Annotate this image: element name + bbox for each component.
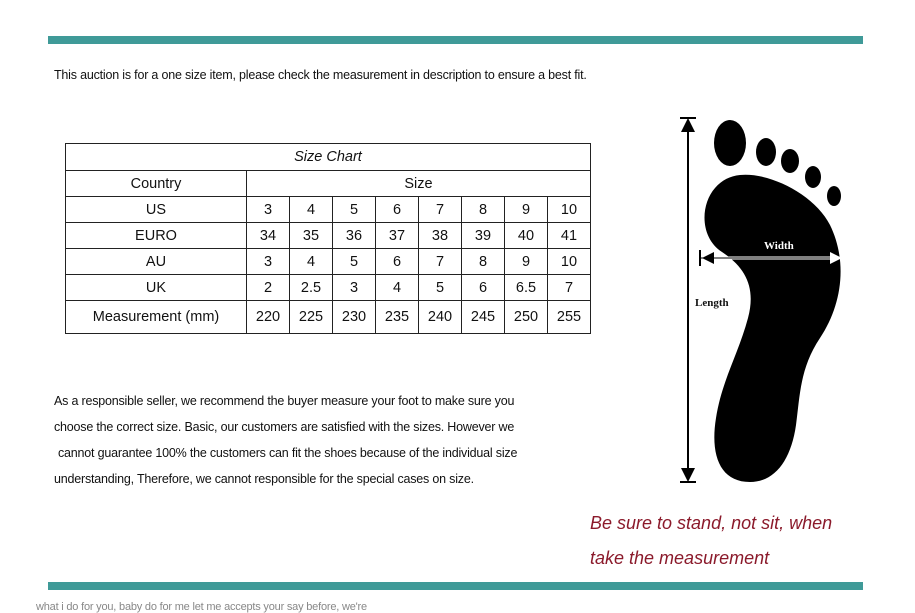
size-cell: 5 — [333, 197, 376, 223]
big-toe-icon — [714, 120, 746, 166]
notice-line: understanding, Therefore, we cannot responsible for the special cases on size. — [54, 472, 474, 486]
size-cell: 9 — [505, 197, 548, 223]
size-cell: 34 — [247, 223, 290, 249]
toe-icon — [805, 166, 821, 188]
size-cell: 39 — [462, 223, 505, 249]
size-cell: 255 — [548, 301, 591, 334]
toe-icon — [781, 149, 799, 173]
size-cell: 7 — [419, 197, 462, 223]
toe-icon — [827, 186, 841, 206]
size-chart-title: Size Chart — [66, 144, 591, 171]
size-cell: 36 — [333, 223, 376, 249]
bottom-divider — [48, 582, 863, 590]
size-cell: 225 — [290, 301, 333, 334]
size-cell: 2 — [247, 275, 290, 301]
size-cell: 6.5 — [505, 275, 548, 301]
size-cell: 5 — [333, 249, 376, 275]
size-cell: 4 — [376, 275, 419, 301]
size-cell: 35 — [290, 223, 333, 249]
size-cell: 3 — [247, 197, 290, 223]
country-header: Country — [66, 171, 247, 197]
size-cell: 7 — [419, 249, 462, 275]
length-label: Length — [695, 297, 729, 309]
size-cell: 5 — [419, 275, 462, 301]
size-cell: 3 — [333, 275, 376, 301]
size-cell: 3 — [247, 249, 290, 275]
size-cell: 6 — [376, 249, 419, 275]
size-cell: 6 — [462, 275, 505, 301]
size-cell: 230 — [333, 301, 376, 334]
size-cell: 250 — [505, 301, 548, 334]
size-cell: 8 — [462, 249, 505, 275]
size-cell: 235 — [376, 301, 419, 334]
width-label: Width — [764, 240, 794, 252]
size-cell: 9 — [505, 249, 548, 275]
measurement-tip — [590, 506, 832, 576]
notice-line: cannot guarantee 100% the customers can fit the shoes because of the individual size — [58, 446, 518, 460]
size-cell: 4 — [290, 197, 333, 223]
row-label: AU — [66, 249, 247, 275]
size-cell: 240 — [419, 301, 462, 334]
toe-icon — [756, 138, 776, 166]
row-label: UK — [66, 275, 247, 301]
tip-line: take the measurement — [590, 548, 770, 568]
tip-line: Be sure to stand, not sit, when — [590, 513, 833, 533]
size-cell: 10 — [548, 197, 591, 223]
size-cell: 37 — [376, 223, 419, 249]
size-cell: 4 — [290, 249, 333, 275]
notice-line: As a responsible seller, we recommend the buyer measure your foot to make sure you — [54, 394, 515, 408]
row-label: Measurement (mm) — [66, 301, 247, 334]
size-cell: 220 — [247, 301, 290, 334]
size-cell: 38 — [419, 223, 462, 249]
size-header: Size — [247, 171, 591, 197]
foot-sole-icon — [705, 175, 841, 482]
size-cell: 40 — [505, 223, 548, 249]
size-cell: 41 — [548, 223, 591, 249]
size-cell: 2.5 — [290, 275, 333, 301]
size-cell: 245 — [462, 301, 505, 334]
cutoff-caption: what i do for you, baby do for me let me accepts your say before, we're — [36, 601, 367, 613]
size-cell: 10 — [548, 249, 591, 275]
row-label: US — [66, 197, 247, 223]
intro-text: This auction is for a one size item, please check the measurement in description to ensure a best fit. — [54, 68, 587, 82]
notice-line: choose the correct size. Basic, our customers are satisfied with the sizes. However we — [54, 420, 515, 434]
size-cell: 6 — [376, 197, 419, 223]
row-label: EURO — [66, 223, 247, 249]
size-cell: 8 — [462, 197, 505, 223]
size-cell: 7 — [548, 275, 591, 301]
